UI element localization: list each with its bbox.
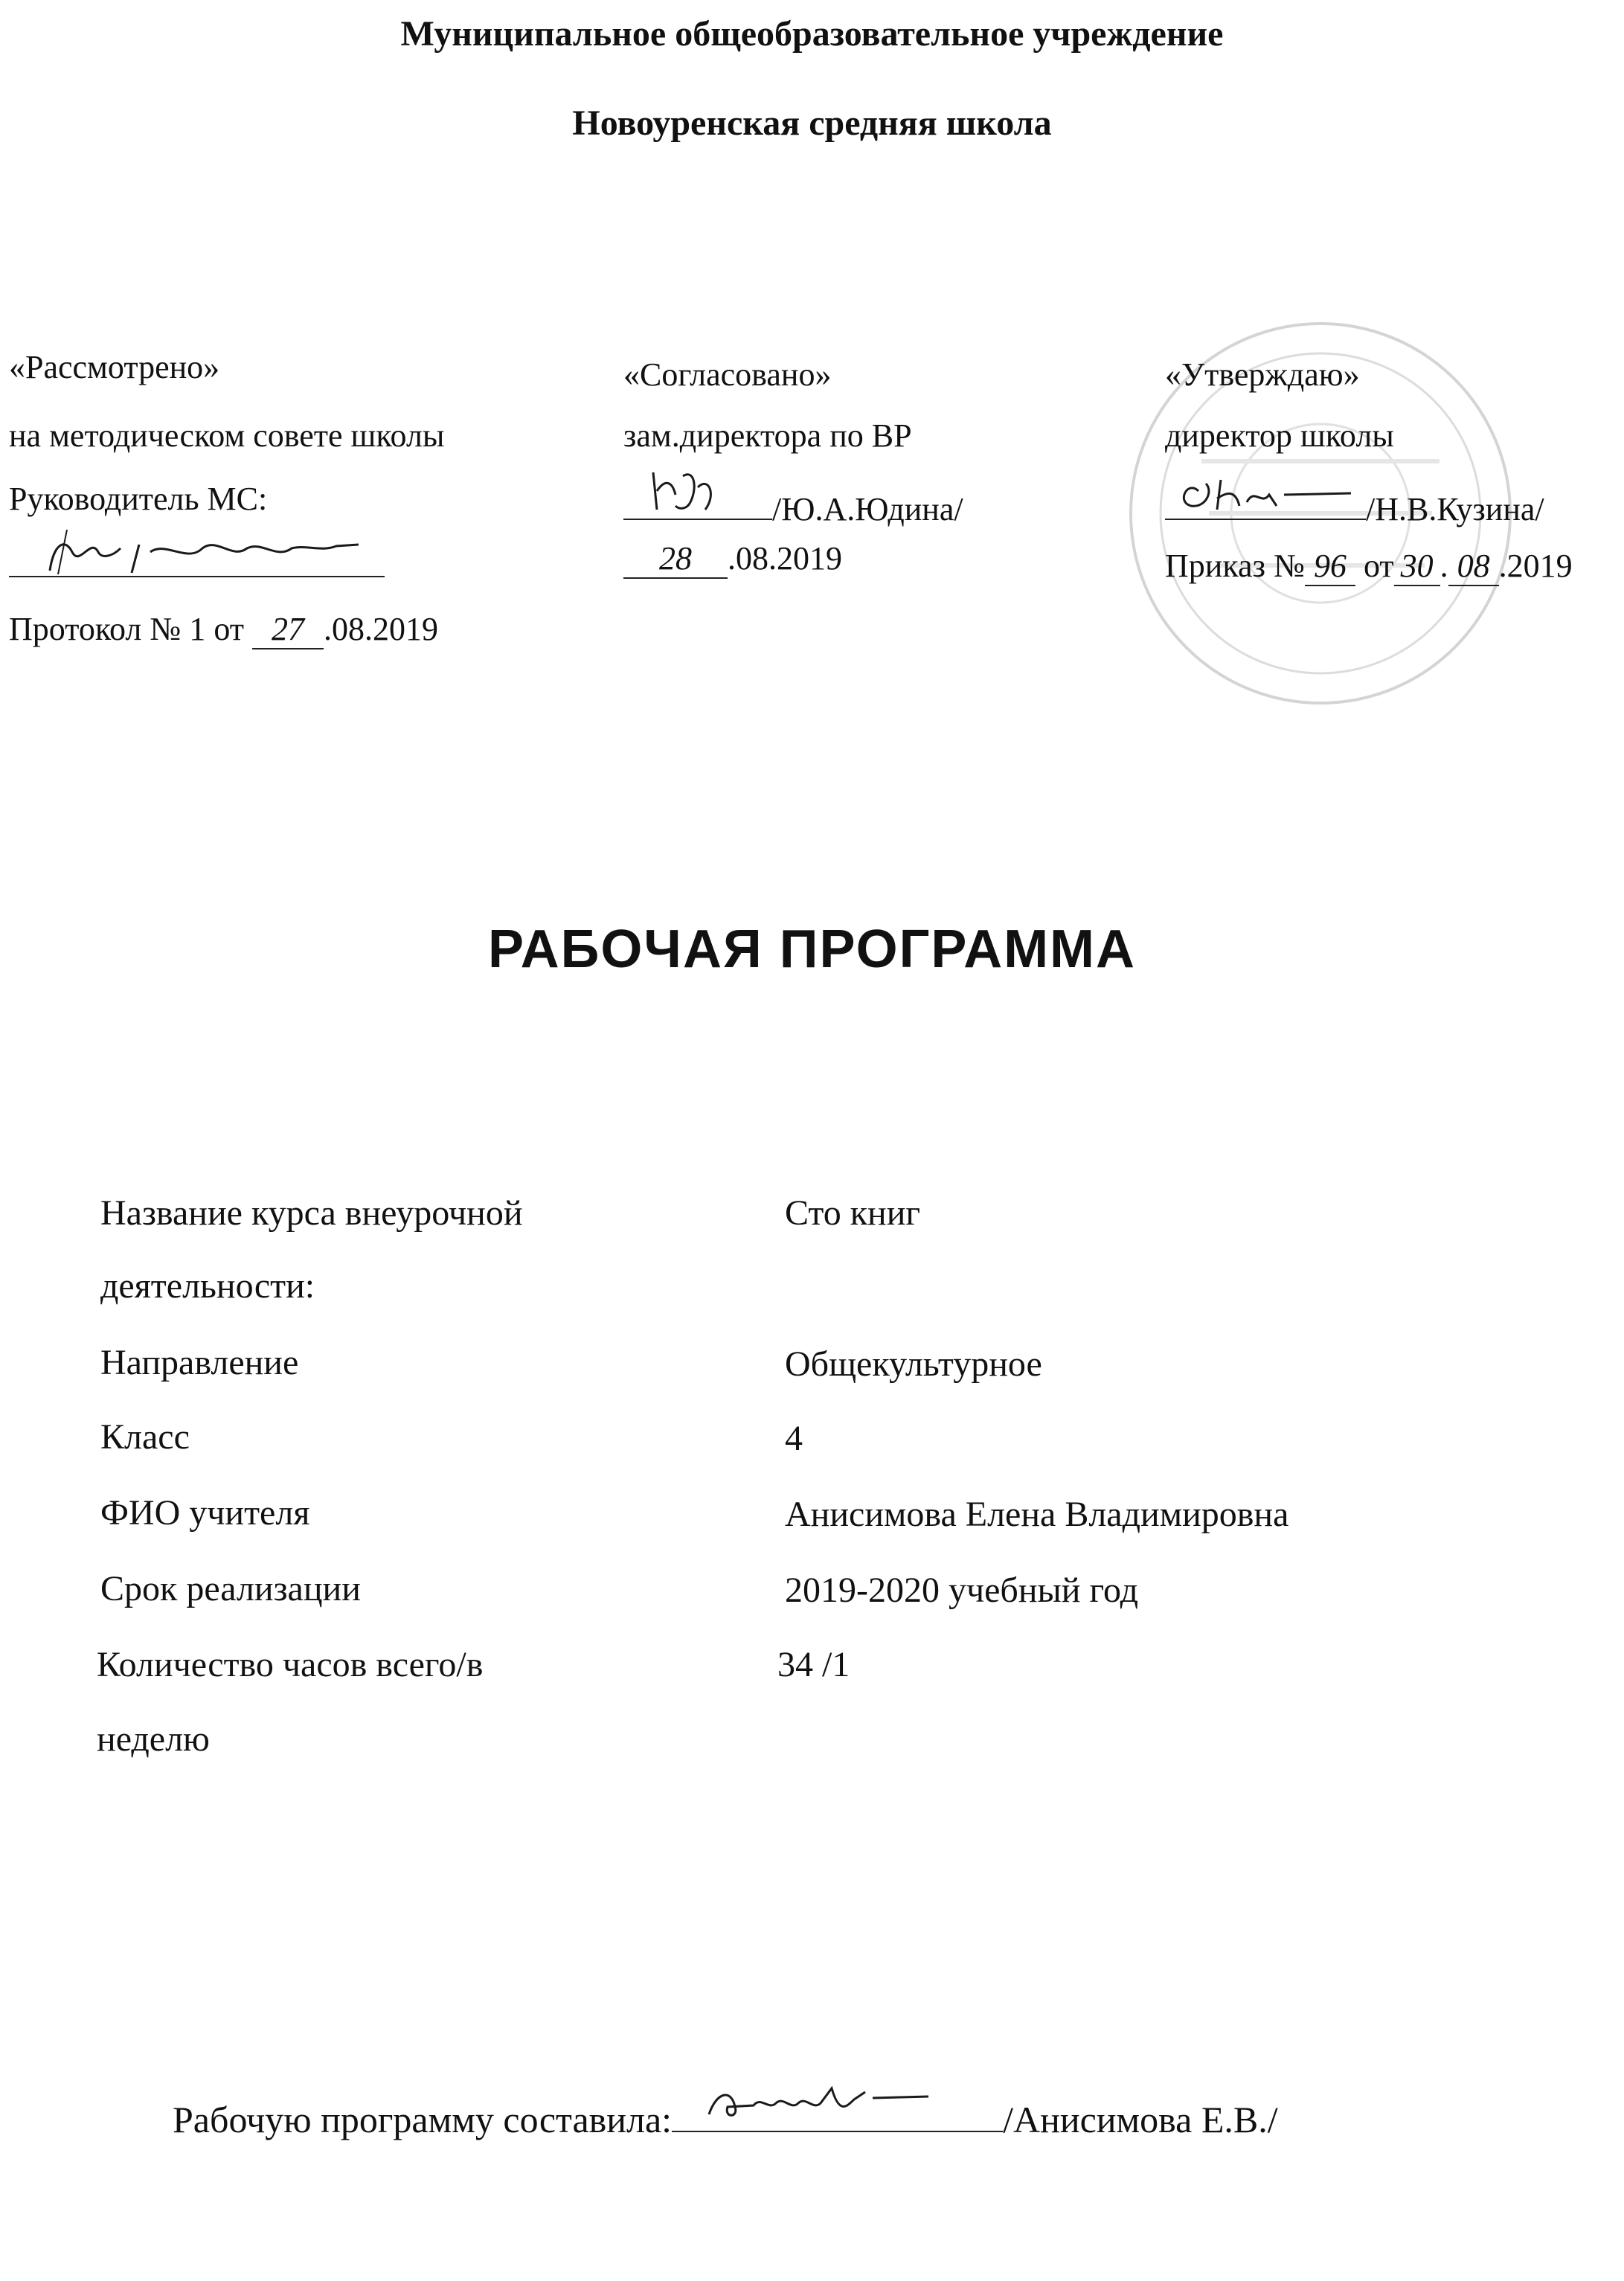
agreed-date-day: 28 [623, 539, 728, 579]
reviewed-signature-line [9, 537, 385, 586]
approved-heading: «Утверждаю» [1165, 356, 1360, 393]
agreed-date [623, 539, 842, 579]
row-label-hours-cont: неделю [97, 1719, 210, 1759]
row-label-hours: Количество часов всего/в [97, 1645, 484, 1684]
order-number: 96 [1305, 547, 1355, 586]
order-year: .2019 [1498, 548, 1573, 584]
agreed-signature-line [623, 480, 963, 528]
row-value-direction: Общекультурное [785, 1344, 1042, 1384]
reviewed-line2: Руководитель МС: [9, 481, 268, 517]
row-label-course-name: Название курса внеурочной [100, 1193, 523, 1233]
row-label-course-name-cont: деятельности: [100, 1266, 315, 1306]
approved-line1: директор школы [1165, 417, 1394, 454]
agreed-heading: «Согласовано» [623, 356, 832, 393]
order-prefix: Приказ № [1165, 548, 1305, 584]
row-value-hours: 34 /1 [777, 1645, 850, 1684]
handwritten-signature-icon [9, 530, 385, 574]
organization-name: Муниципальное общеобразовательное учреждение [400, 14, 1224, 54]
approved-name: /Н.В.Кузина/ [1366, 491, 1544, 527]
row-value-course-name: Сто книг [785, 1193, 921, 1233]
row-value-teacher: Анисимова Елена Владимировна [785, 1495, 1289, 1534]
agreed-name: /Ю.А.Юдина/ [772, 491, 963, 527]
composer-line [173, 2089, 1278, 2141]
document-title: РАБОЧАЯ ПРОГРАММА [487, 920, 1137, 979]
approved-signature-line [1165, 480, 1544, 528]
composer-name: /Анисимова Е.В./ [1003, 2099, 1278, 2140]
row-label-teacher: ФИО учителя [100, 1493, 310, 1533]
handwritten-signature-icon [623, 465, 772, 517]
reviewed-line1: на методическом совете школы [9, 417, 445, 454]
row-value-grade: 4 [785, 1419, 803, 1458]
agreed-signature-field [623, 480, 772, 520]
row-value-period: 2019-2020 учебный год [785, 1571, 1139, 1610]
composer-signature-field [672, 2089, 1003, 2132]
approved-order: Приказ № 96 от 30 . 08 .2019 [1165, 547, 1573, 586]
protocol-suffix: .08.2019 [324, 611, 438, 647]
reviewed-protocol [9, 610, 438, 649]
reviewed-signature-field [9, 537, 385, 577]
reviewed-heading: «Рассмотрено» [9, 349, 220, 385]
protocol-prefix: Протокол № 1 от [9, 611, 252, 647]
order-month: 08 [1448, 547, 1499, 586]
agreed-line1: зам.директора по ВР [623, 417, 912, 454]
order-mid: от [1355, 548, 1394, 584]
agreed-date-suffix: .08.2019 [728, 540, 842, 577]
protocol-day: 27 [252, 610, 324, 649]
approved-signature-field [1165, 480, 1366, 520]
composer-prefix: Рабочую программу составила: [173, 2099, 673, 2140]
handwritten-signature-icon [1165, 472, 1366, 517]
row-label-direction: Направление [100, 1343, 299, 1382]
row-label-period: Срок реализации [100, 1569, 361, 1608]
handwritten-signature-icon [672, 2077, 1003, 2129]
school-name: Новоуренская средняя школа [572, 103, 1052, 143]
row-label-grade: Класс [100, 1417, 190, 1457]
order-day: 30 [1394, 547, 1440, 586]
